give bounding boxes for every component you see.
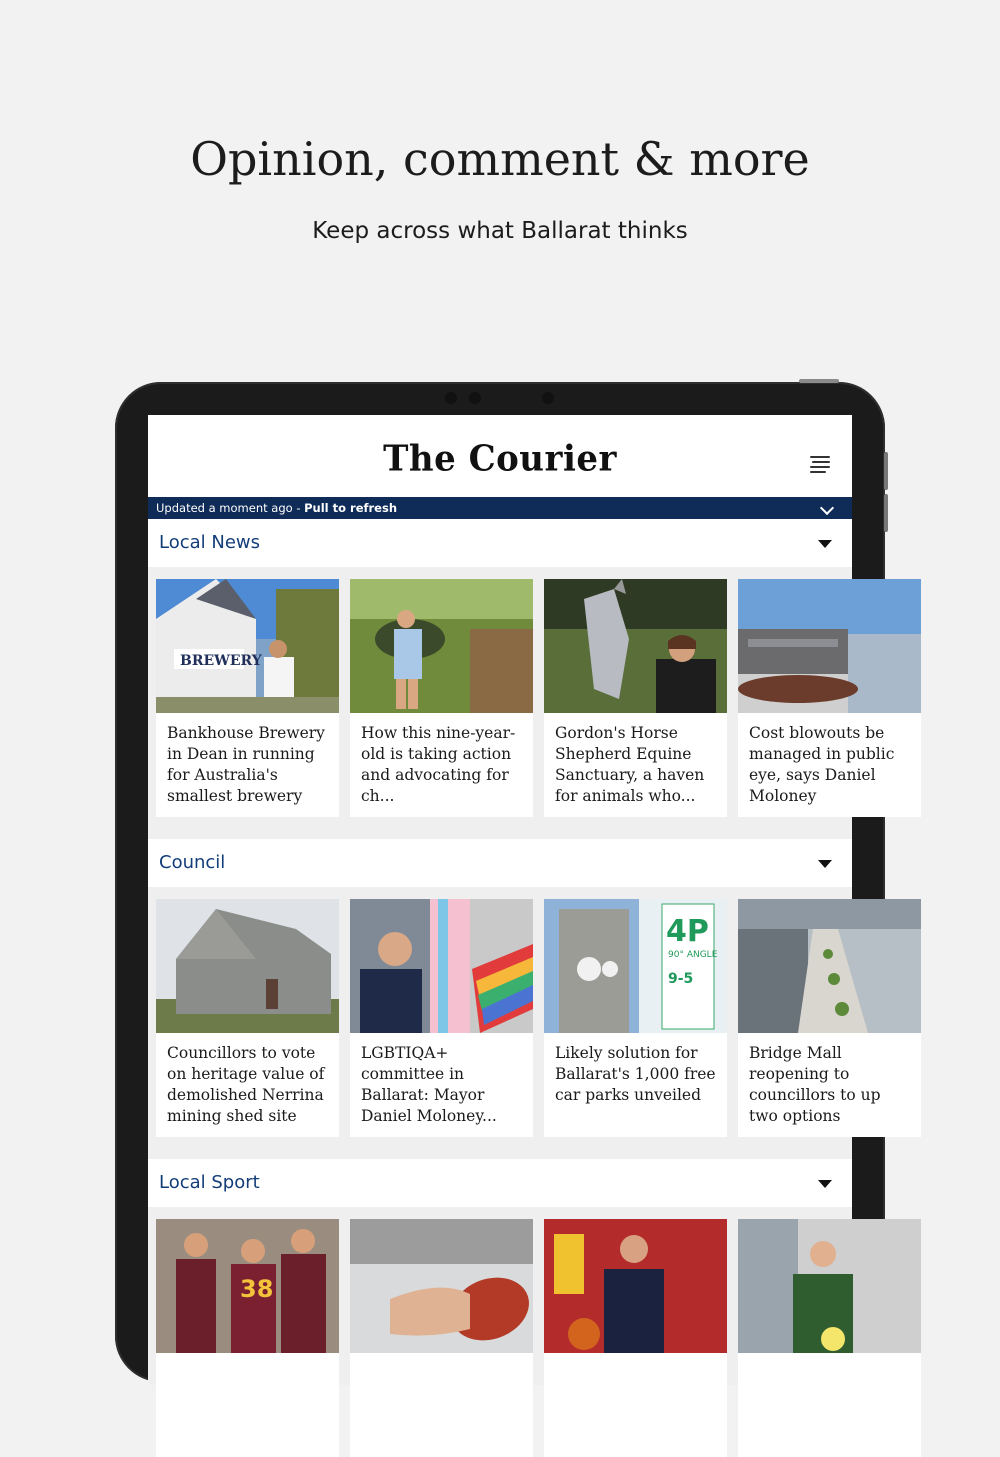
story-image-building — [738, 579, 921, 713]
story-card[interactable] — [544, 579, 727, 817]
section-header-local-news[interactable] — [148, 519, 852, 567]
courier-logo: The Courier — [383, 438, 617, 480]
caret-down-icon[interactable] — [818, 860, 832, 868]
story-headline — [544, 1353, 727, 1363]
app-screen — [148, 415, 895, 1385]
svg-text:BREWERY: BREWERY — [180, 653, 262, 669]
story-card[interactable] — [350, 579, 533, 817]
svg-text:90° ANGLE: 90° ANGLE — [668, 950, 718, 960]
section-spacer — [148, 817, 852, 839]
story-image-bridge-mall — [738, 899, 921, 1033]
section-header-council[interactable] — [148, 839, 852, 887]
pull-to-refresh-label: Pull to refresh — [304, 501, 398, 515]
story-image-football — [350, 1219, 533, 1353]
camera-lens — [469, 392, 481, 404]
story-card[interactable] — [738, 899, 921, 1137]
story-card[interactable] — [156, 579, 339, 817]
section-title: Local Sport — [159, 1172, 260, 1193]
story-card[interactable] — [738, 579, 921, 817]
story-card[interactable] — [544, 1219, 727, 1457]
section-spacer — [148, 1137, 852, 1159]
story-headline: How this nine-year-old is taking action and advocating for ch... — [361, 724, 516, 805]
caret-down-icon[interactable] — [818, 540, 832, 548]
story-image-mining-shed — [156, 899, 339, 1033]
story-headline: Bankhouse Brewery in Dean in running for Australia's smallest brewery — [167, 724, 325, 805]
story-carousel[interactable] — [148, 1207, 852, 1457]
menu-icon[interactable] — [810, 456, 832, 472]
story-card[interactable] — [350, 899, 533, 1137]
svg-text:38: 38 — [240, 1275, 274, 1303]
story-headline: Bridge Mall reopening to councillors to up two options — [749, 1044, 881, 1125]
volume-down-button — [884, 494, 888, 532]
volume-up-button — [884, 452, 888, 490]
story-headline: Likely solution for Ballarat's 1,000 free car parks unveiled — [555, 1044, 716, 1104]
story-headline: Cost blowouts be managed in public eye, says Daniel Moloney — [749, 724, 895, 805]
story-card[interactable] — [156, 1219, 339, 1457]
story-card[interactable] — [738, 1219, 921, 1457]
svg-text:4P: 4P — [666, 914, 709, 949]
story-card[interactable] — [350, 1219, 533, 1457]
camera-sensor — [542, 392, 554, 404]
story-headline: Councillors to vote on heritage value of demolished Nerrina mining shed site — [167, 1044, 325, 1125]
promo-subtitle: Keep across what Ballarat thinks — [312, 218, 688, 244]
promo-title: Opinion, comment & more — [190, 132, 810, 186]
story-image-brewery — [156, 579, 339, 713]
story-image-child — [350, 579, 533, 713]
story-card[interactable] — [156, 899, 339, 1137]
camera-sensor — [445, 392, 457, 404]
story-headline — [738, 1353, 921, 1363]
svg-text:9-5: 9-5 — [668, 971, 694, 987]
update-status-text: Updated a moment ago - — [156, 501, 305, 515]
chevron-down-icon[interactable] — [820, 501, 834, 515]
section-title: Council — [159, 852, 226, 873]
story-carousel[interactable] — [148, 887, 881, 1137]
power-button — [799, 379, 839, 383]
section-header-local-sport[interactable] — [148, 1159, 852, 1207]
story-card[interactable] — [544, 899, 727, 1137]
story-headline: LGBTIQA+ committee in Ballarat: Mayor Daniel Moloney... — [361, 1044, 497, 1125]
tablet-frame — [115, 382, 895, 1382]
story-image-netball — [738, 1219, 921, 1353]
story-image-basketball — [544, 1219, 727, 1353]
story-image-clock-tower — [544, 899, 727, 1033]
story-image-football-team — [156, 1219, 339, 1353]
story-headline — [156, 1353, 339, 1363]
story-headline — [350, 1353, 533, 1363]
story-headline: Gordon's Horse Shepherd Equine Sanctuary, a haven for animals who... — [555, 724, 705, 805]
story-image-mayor — [350, 899, 533, 1033]
app-header — [148, 415, 852, 497]
story-carousel[interactable] — [148, 567, 895, 817]
story-image-horse — [544, 579, 727, 713]
caret-down-icon[interactable] — [818, 1180, 832, 1188]
update-status-bar[interactable] — [148, 497, 852, 519]
section-title: Local News — [159, 532, 261, 553]
